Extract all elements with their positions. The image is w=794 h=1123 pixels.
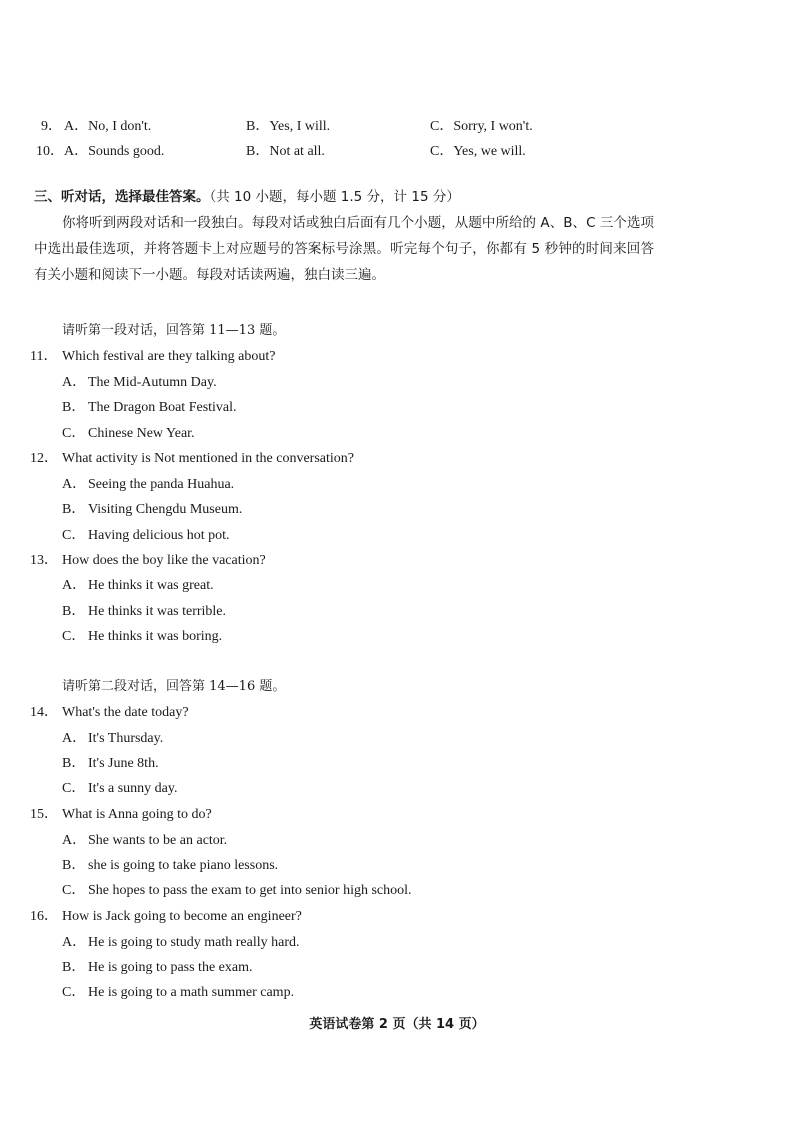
question-number: 12． <box>30 451 58 466</box>
question-11 <box>30 346 275 368</box>
section-instructions: 你将听到两段对话和一段独白。每段对话或独白后面有几个小题，从题中所给的 A、B、C 三个选项中选出最佳选项，并将答题卡上对应题号的答案标号涂黑。听完每个句子，你都有 5 秒钟的时间来回答有关小题和阅读下一小题。每段对话读两遍，独白读三遍。 <box>34 215 654 283</box>
question-9 <box>36 116 736 138</box>
option-b: B． He thinks it was terrible. <box>62 604 227 619</box>
option-a: A． It's Thursday. <box>62 731 164 746</box>
question-16 <box>30 906 302 928</box>
section-title: 三、听对话，选择最佳答案。 <box>34 189 210 205</box>
question-number: 15． <box>30 807 58 822</box>
question-12 <box>30 448 354 470</box>
option-b: B．Yes, I will. <box>246 119 331 134</box>
dialog-1-prompt: 请听第一段对话，回答第 11—13 题。 <box>62 323 286 338</box>
question-number: 9． <box>41 119 62 134</box>
section-heading <box>34 186 754 208</box>
option-c: C． He thinks it was boring. <box>62 629 223 644</box>
question-number: 11． <box>30 349 58 364</box>
option-c: C． Chinese New Year. <box>62 426 195 441</box>
dialog-2-prompt: 请听第二段对话，回答第 14—16 题。 <box>62 679 286 694</box>
section-score: （共 10 小题，每小题 1.5 分，计 15 分） <box>209 189 460 205</box>
option-c: C． It's a sunny day. <box>62 781 178 796</box>
question-number: 13． <box>30 553 58 568</box>
question-13 <box>30 550 266 572</box>
option-c: C．Yes, we will. <box>430 144 526 159</box>
option-c: C． He is going to a math summer camp. <box>62 985 295 1000</box>
option-a: A． He thinks it was great. <box>62 578 214 593</box>
option-c: C．Sorry, I won't. <box>430 119 533 134</box>
question-15 <box>30 804 212 826</box>
question-text: How does the boy like the vacation? <box>62 553 266 568</box>
option-b: B． It's June 8th. <box>62 756 159 771</box>
option-a: A． The Mid-Autumn Day. <box>62 375 217 390</box>
option-b: B． she is going to take piano lessons. <box>62 858 279 873</box>
option-a: A．No, I don't. <box>64 119 152 134</box>
question-number: 10． <box>36 144 64 159</box>
question-10 <box>36 141 736 163</box>
question-text: Which festival are they talking about? <box>62 349 276 364</box>
question-number: 14． <box>30 705 58 720</box>
option-a: A．Sounds good. <box>64 144 165 159</box>
option-a: A． She wants to be an actor. <box>62 833 228 848</box>
option-b: B． He is going to pass the exam. <box>62 960 253 975</box>
question-14 <box>30 702 189 724</box>
question-text: What activity is Not mentioned in the conversation? <box>62 451 354 466</box>
option-b: B．Not at all. <box>246 144 325 159</box>
question-text: How is Jack going to become an engineer? <box>62 909 302 924</box>
option-a: A． He is going to study math really hard. <box>62 935 300 950</box>
question-number: 16． <box>30 909 58 924</box>
question-text: What's the date today? <box>62 705 189 720</box>
page-footer: 英语试卷第 2 页（共 14 页） <box>309 1017 485 1032</box>
option-c: C． Having delicious hot pot. <box>62 528 230 543</box>
option-a: A． Seeing the panda Huahua. <box>62 477 235 492</box>
option-b: B． Visiting Chengdu Museum. <box>62 502 243 517</box>
question-text: What is Anna going to do? <box>62 807 212 822</box>
option-c: C． She hopes to pass the exam to get into senior high school. <box>62 883 412 898</box>
option-b: B． The Dragon Boat Festival. <box>62 400 237 415</box>
